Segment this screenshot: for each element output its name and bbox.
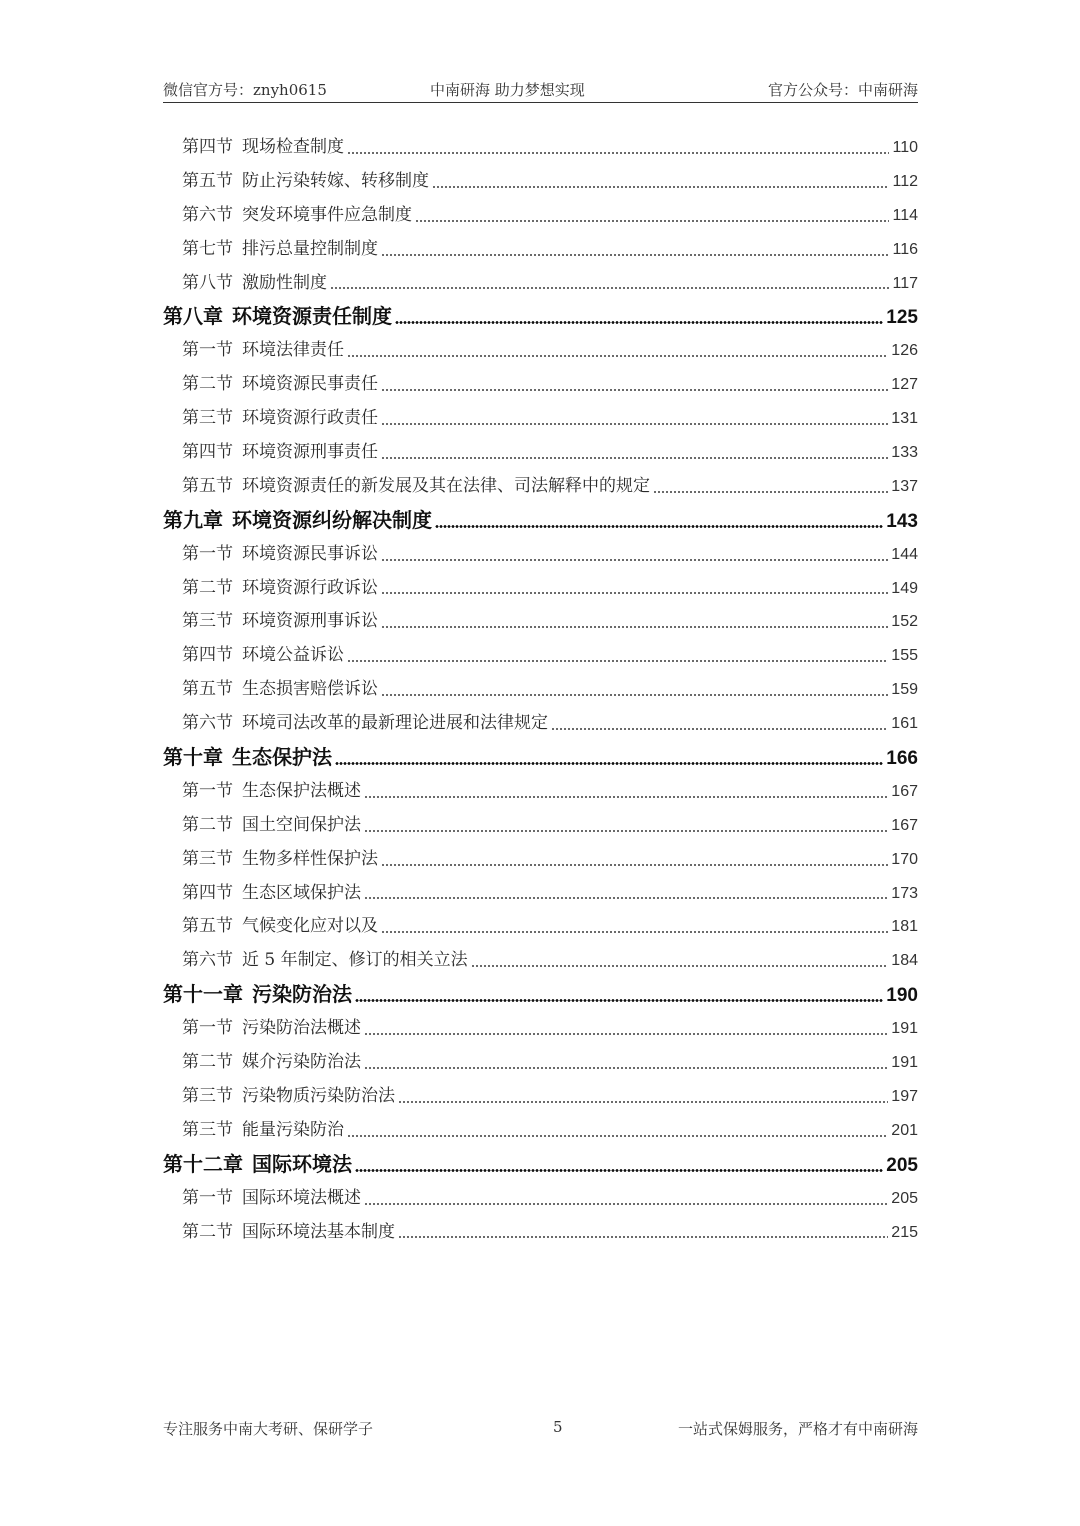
dot-leader [381,626,888,628]
toc-section-entry[interactable] [163,605,918,639]
toc-entry-label [182,1046,361,1080]
toc-entry-label [182,673,378,707]
toc-entry-title: 环境资源刑事诉讼 [242,611,378,632]
dot-leader [364,897,888,899]
toc-entry-label [182,199,412,233]
toc-entry-title: 生态保护法概述 [242,780,361,801]
toc-entry-title: 环境资源责任制度 [232,304,392,329]
toc-entry-title: 生物多样性保护法 [242,848,378,869]
dot-leader [381,931,888,933]
page-header [163,76,918,103]
toc-section-entry[interactable] [163,368,918,402]
toc-entry-number: 第四节 [182,645,233,666]
toc-section-entry[interactable] [163,267,918,301]
toc-entry-page: 126 [891,342,918,360]
dot-leader [415,220,889,222]
toc-entry-number: 第三节 [182,1085,233,1106]
toc-entry-title: 媒介污染防治法 [242,1052,361,1073]
toc-entry-number: 第四节 [182,137,233,157]
dot-leader [435,525,883,528]
toc-entry-title: 防止污染转嫁、转移制度 [242,170,429,191]
toc-entry-label [182,605,378,639]
toc-entry-number: 第六节 [182,204,233,225]
toc-entry-number: 第十一章 [163,982,243,1007]
toc-entry-page: 215 [891,1223,918,1241]
toc-entry-label [182,843,378,877]
toc-entry-label [163,741,332,775]
toc-entry-number: 第七节 [182,238,233,259]
toc-entry-title: 环境资源纠纷解决制度 [232,507,432,532]
toc-entry-title: 污染物质污染防治法 [242,1085,395,1106]
toc-chapter-entry[interactable] [163,504,918,538]
toc-entry-page: 191 [891,1054,918,1072]
toc-entry-title: 国土空间保护法 [242,814,361,835]
toc-entry-label [182,707,548,741]
toc-entry-page: 110 [892,139,918,156]
toc-entry-title: 国际环境法概述 [242,1187,361,1208]
toc-entry-page: 166 [886,748,918,770]
toc-entry-number: 第五节 [182,475,233,496]
dot-leader [381,423,888,425]
toc-section-entry[interactable] [163,707,918,741]
toc-entry-page: 190 [886,985,918,1007]
toc-entry-page: 131 [891,410,918,428]
toc-section-entry[interactable] [163,165,918,199]
toc-entry-page: 155 [891,647,918,665]
toc-entry-page: 159 [891,681,918,699]
dot-leader [432,186,889,188]
toc-entry-number: 第八章 [163,304,223,329]
dot-leader [364,1203,888,1205]
toc-entry-title: 生态损害赔偿诉讼 [242,679,378,700]
toc-entry-page: 117 [892,274,918,292]
toc-entry-label [182,639,344,673]
toc-entry-label [182,267,327,301]
dot-leader [398,1236,888,1238]
toc-entry-title: 激励性制度 [242,272,327,293]
toc-section-entry[interactable] [163,538,918,572]
toc-entry-label [182,1012,361,1046]
toc-entry-number: 第六节 [182,950,233,971]
table-of-contents [163,131,918,1249]
toc-entry-label [182,1114,344,1148]
toc-entry-number: 第一节 [182,1018,233,1039]
toc-entry-title: 环境资源刑事责任 [242,442,378,463]
toc-entry-label [182,436,378,470]
toc-entry-page: 143 [886,510,918,532]
dot-leader [551,728,888,730]
toc-entry-label [182,1182,361,1216]
toc-entry-label [163,300,392,334]
toc-entry-label [163,504,432,538]
toc-entry-number: 第十章 [163,745,223,770]
toc-section-entry[interactable] [163,775,918,809]
toc-section-entry[interactable] [163,809,918,843]
toc-section-entry[interactable] [163,131,918,165]
toc-entry-number: 第五节 [182,916,233,937]
toc-entry-page: 167 [891,782,918,800]
toc-entry-page: 125 [886,307,918,329]
dot-leader [653,491,888,493]
dot-leader [364,796,888,798]
dot-leader [381,389,888,391]
toc-entry-title: 环境司法改革的最新理论进展和法律规定 [242,713,548,734]
toc-entry-label [182,233,378,267]
toc-section-entry[interactable] [163,1114,918,1148]
dot-leader [395,321,883,324]
toc-entry-page: 173 [891,884,918,902]
dot-leader [381,864,888,866]
toc-entry-title: 生态保护法 [232,745,332,770]
toc-entry-number: 第二节 [182,814,233,835]
header-slogan: 中南研海 助力梦想实现 [430,81,585,99]
toc-entry-page: 184 [891,952,918,970]
toc-entry-page: 114 [892,206,918,224]
toc-entry-page: 149 [891,579,918,597]
page-footer [163,1418,918,1442]
toc-entry-label [182,775,361,809]
toc-entry-number: 第八节 [182,272,233,293]
header-official-account: 官方公众号：中南研海 [767,81,918,99]
toc-entry-page: 144 [891,545,918,563]
toc-section-entry[interactable] [163,470,918,504]
toc-section-entry[interactable] [163,1012,918,1046]
toc-entry-number: 第三节 [182,611,233,632]
toc-entry-number: 第三节 [182,408,233,429]
dot-leader [335,762,883,765]
toc-entry-page: 205 [886,1154,918,1176]
toc-entry-title: 国际环境法基本制度 [242,1221,395,1242]
dot-leader [381,592,888,594]
toc-entry-page: 191 [891,1020,918,1038]
toc-entry-title: 环境资源民事责任 [242,374,378,395]
toc-entry-number: 第一节 [182,1187,233,1208]
dot-leader [381,254,889,256]
dot-leader [347,660,888,662]
toc-entry-title: 污染防治法概述 [242,1018,361,1039]
toc-section-entry[interactable] [163,944,918,978]
toc-entry-number: 第九章 [163,507,223,532]
toc-entry-page: 167 [891,816,918,834]
toc-section-entry[interactable] [163,843,918,877]
toc-entry-title: 近 5 年制定、修订的相关立法 [242,950,468,971]
toc-section-entry[interactable] [163,233,918,267]
toc-section-entry[interactable] [163,334,918,368]
dot-leader [330,287,889,289]
toc-section-entry[interactable] [163,910,918,944]
toc-section-entry[interactable] [163,436,918,470]
toc-entry-title: 现场检查制度 [242,137,344,157]
footer-left-text: 专注服务中南大考研、保研学子 [163,1420,374,1438]
toc-entry-page: 170 [891,850,918,868]
toc-entry-label [182,470,650,504]
page-number: 5 [553,1418,563,1436]
toc-entry-label [182,402,378,436]
toc-entry-label [182,944,468,978]
toc-entry-label [163,1148,352,1182]
toc-entry-label [182,809,361,843]
dot-leader [398,1101,888,1103]
toc-entry-title: 环境法律责任 [242,340,344,361]
toc-entry-label [182,538,378,572]
toc-entry-number: 第五节 [182,170,233,191]
toc-entry-page: 205 [891,1189,918,1207]
toc-entry-number: 第六节 [182,713,233,734]
toc-entry-title: 环境资源责任的新发展及其在法律、司法解释中的规定 [242,475,650,496]
toc-entry-title: 环境资源行政责任 [242,408,378,429]
toc-entry-number: 第四节 [182,882,233,903]
toc-entry-page: 137 [891,477,918,495]
header-wechat-id: 微信官方号：znyh0615 [163,81,327,99]
toc-entry-number: 第五节 [182,679,233,700]
dot-leader [347,152,889,154]
dot-leader [347,1135,888,1137]
dot-leader [381,694,888,696]
dot-leader [364,830,888,832]
dot-leader [347,355,888,357]
dot-leader [381,559,888,561]
toc-section-entry[interactable] [163,673,918,707]
toc-entry-title: 能量污染防治 [242,1119,344,1140]
toc-entry-title: 环境资源行政诉讼 [242,577,378,598]
dot-leader [355,1169,883,1172]
toc-entry-label [182,877,361,911]
toc-entry-page: 201 [891,1121,918,1139]
toc-section-entry[interactable] [163,199,918,233]
toc-section-entry[interactable] [163,1182,918,1216]
toc-entry-page: 112 [892,172,918,190]
toc-section-entry[interactable] [163,1080,918,1114]
toc-entry-title: 污染防治法 [252,982,352,1007]
footer-right-text: 一站式保姆服务，严格才有中南研海 [677,1420,918,1438]
dot-leader [364,1033,888,1035]
dot-leader [364,1067,888,1069]
toc-chapter-entry[interactable] [163,741,918,775]
toc-entry-number: 第三节 [182,848,233,869]
toc-entry-number: 第四节 [182,442,233,463]
toc-entry-number: 第三节 [182,1119,233,1140]
toc-entry-page: 116 [892,240,918,258]
toc-entry-number: 第一节 [182,340,233,361]
toc-section-entry[interactable] [163,1216,918,1250]
toc-section-entry[interactable] [163,402,918,436]
dot-leader [471,965,889,967]
toc-entry-title: 排污总量控制制度 [242,238,378,259]
toc-entry-label [182,131,344,165]
toc-entry-title: 环境公益诉讼 [242,645,344,666]
toc-entry-number: 第二节 [182,577,233,598]
dot-leader [355,999,883,1002]
toc-entry-page: 133 [891,444,918,462]
toc-entry-label [182,334,344,368]
toc-entry-page: 152 [891,613,918,631]
toc-entry-page: 127 [891,376,918,394]
toc-section-entry[interactable] [163,877,918,911]
toc-entry-title: 生态区域保护法 [242,882,361,903]
toc-entry-label [182,368,378,402]
toc-entry-label [182,572,378,606]
toc-entry-title: 国际环境法 [252,1151,352,1176]
toc-section-entry[interactable] [163,572,918,606]
toc-entry-number: 第一节 [182,780,233,801]
dot-leader [381,457,888,459]
toc-entry-number: 第二节 [182,1221,233,1242]
toc-entry-number: 第二节 [182,1052,233,1073]
toc-entry-title: 突发环境事件应急制度 [242,204,412,225]
toc-section-entry[interactable] [163,1046,918,1080]
toc-chapter-entry[interactable] [163,1148,918,1182]
toc-entry-page: 197 [891,1087,918,1105]
toc-chapter-entry[interactable] [163,300,918,334]
toc-entry-number: 第二节 [182,374,233,395]
toc-entry-label [163,978,352,1012]
toc-entry-number: 第一节 [182,543,233,564]
toc-entry-title: 气候变化应对以及 [242,916,378,937]
toc-section-entry[interactable] [163,639,918,673]
toc-chapter-entry[interactable] [163,978,918,1012]
toc-entry-label [182,165,429,199]
toc-entry-page: 161 [891,715,918,733]
toc-entry-label [182,1216,395,1250]
toc-entry-number: 第十二章 [163,1151,243,1176]
toc-entry-label [182,910,378,944]
toc-entry-label [182,1080,395,1114]
toc-entry-page: 181 [891,918,918,936]
toc-entry-title: 环境资源民事诉讼 [242,543,378,564]
